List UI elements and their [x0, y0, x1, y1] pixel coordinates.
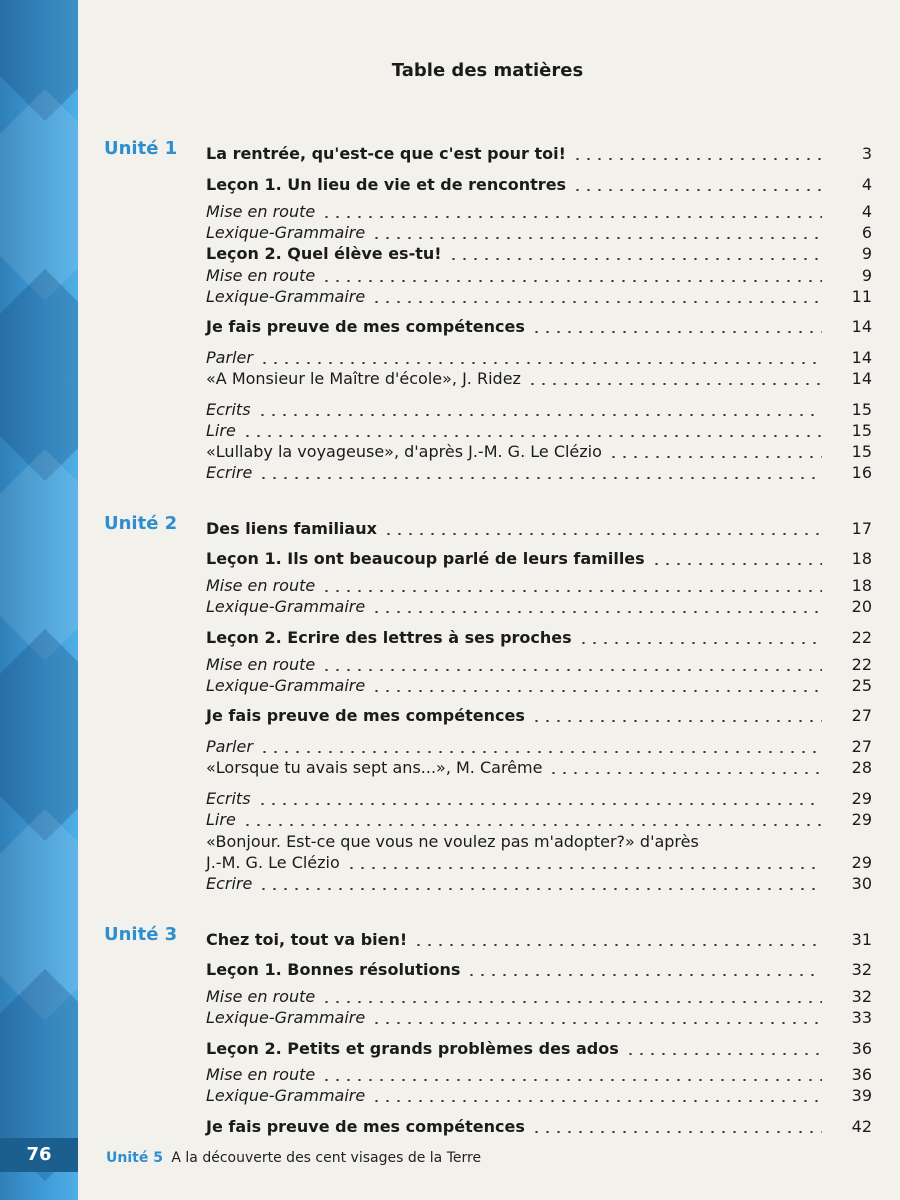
toc-entry-page: 22 [851, 628, 872, 647]
toc-entry [206, 653, 872, 675]
toc-entry-title: Lexique-Grammaire [206, 676, 366, 695]
toc-entry-page: 31 [851, 930, 872, 949]
footer [106, 1150, 481, 1166]
toc-entry [206, 315, 872, 337]
dot-leader [259, 362, 822, 364]
dot-leader [531, 331, 822, 333]
toc-entry-page: 15 [851, 400, 872, 419]
toc-entry-title: Je fais preuve de mes compétences [206, 1117, 525, 1136]
toc-entry-page: 30 [851, 874, 872, 893]
toc-entry [206, 985, 872, 1007]
dot-leader [257, 803, 822, 805]
toc-entry-title: Leçon 1. Ils ont beaucoup parlé de leurs familles [206, 549, 645, 568]
toc-entry-title: Mise en route [206, 1065, 316, 1084]
toc-entry [206, 142, 872, 164]
toc-entry [206, 547, 872, 569]
toc-entry [206, 872, 872, 894]
dot-leader [651, 563, 822, 565]
toc-entry-page: 14 [851, 317, 872, 336]
dot-leader [383, 533, 822, 535]
toc-entry-page: 15 [851, 442, 872, 461]
toc-entry [206, 242, 872, 264]
dot-leader [321, 669, 822, 671]
toc-entry [206, 787, 872, 809]
toc-entry [206, 756, 872, 778]
toc-entry-title: Leçon 1. Un lieu de vie et de rencontres [206, 175, 567, 194]
toc-entry-page: 4 [861, 175, 872, 194]
toc-entry [206, 461, 872, 483]
dot-leader [321, 216, 822, 218]
toc-entry-page: 15 [851, 421, 872, 440]
toc-entry-title: Ecrire [206, 874, 253, 893]
toc-entry-page: 9 [861, 266, 872, 285]
toc-entry [206, 574, 872, 596]
toc-entry [206, 200, 872, 222]
dot-leader [527, 383, 822, 385]
toc-entry-title: Chez toi, tout va bien! [206, 930, 408, 949]
toc-entry [206, 1115, 872, 1137]
toc-entry-page: 14 [851, 348, 872, 367]
toc-entry-title: Lexique-Grammaire [206, 223, 366, 242]
toc-entry-page: 6 [861, 223, 872, 242]
toc-entry-page: 3 [861, 144, 872, 163]
toc-entry-title: «Lullaby la voyageuse», d'après J.-M. G. Le Clézio [206, 442, 602, 461]
toc-entry-page: 18 [851, 576, 872, 595]
toc-entry-page: 17 [851, 519, 872, 538]
toc-entry-page: 4 [861, 202, 872, 221]
toc-entry-page: 25 [851, 676, 872, 695]
dot-leader [321, 280, 822, 282]
dot-leader [531, 1131, 822, 1133]
toc-entry-title: Ecrire [206, 463, 253, 482]
toc-entry [206, 958, 872, 980]
toc-entry [206, 1063, 872, 1085]
toc-entry [206, 851, 872, 873]
toc-entry-title: Je fais preuve de mes compétences [206, 706, 525, 725]
toc-entry [206, 626, 872, 648]
toc-entry [206, 398, 872, 420]
toc-entry [206, 285, 872, 307]
toc-entry-page: 36 [851, 1039, 872, 1058]
toc-entry-title: Parler [206, 737, 253, 756]
dot-leader [346, 867, 822, 869]
unit-label: Unité 2 [104, 513, 178, 534]
dot-leader [258, 888, 822, 890]
page-title: Table des matières [391, 60, 584, 81]
page-number: 76 [0, 1138, 78, 1172]
toc-entry-title: Ecrits [206, 789, 251, 808]
dot-leader [242, 435, 822, 437]
toc-entry-title: Mise en route [206, 655, 316, 674]
toc-entry-page: 27 [851, 737, 872, 756]
toc-entry [206, 1037, 872, 1059]
toc-entry [206, 173, 872, 195]
toc-entry [206, 595, 872, 617]
toc-entry-title: Parler [206, 348, 253, 367]
toc-entry-title: «Bonjour. Est-ce que vous ne voulez pas m'adopter?» d'après [206, 832, 699, 851]
toc-entry-page: 33 [851, 1008, 872, 1027]
toc-entry-page: 36 [851, 1065, 872, 1084]
toc-entry-title: Lexique-Grammaire [206, 1086, 366, 1105]
toc-entry-page: 11 [851, 287, 872, 306]
dot-leader [572, 158, 822, 160]
toc-entry-title: «Lorsque tu avais sept ans...», M. Carême [206, 758, 543, 777]
toc-entry-title: Lexique-Grammaire [206, 1008, 366, 1027]
toc-entry-title: Mise en route [206, 987, 316, 1006]
toc-entry-page: 22 [851, 655, 872, 674]
toc-entry-page: 9 [861, 244, 872, 263]
toc-entry-page: 32 [851, 960, 872, 979]
toc-entry [206, 221, 872, 243]
toc-entry-title: Lexique-Grammaire [206, 597, 366, 616]
toc-entry-title: Ecrits [206, 400, 251, 419]
toc-entry-title: Des liens familiaux [206, 519, 377, 538]
toc-entry [206, 346, 872, 368]
dot-leader [608, 456, 822, 458]
toc-entry-page: 29 [851, 789, 872, 808]
dot-leader [371, 611, 822, 613]
dot-leader [625, 1053, 822, 1055]
dot-leader [321, 590, 822, 592]
toc-entry [206, 367, 872, 389]
toc-entry [206, 264, 872, 286]
toc-entry-title: Lire [206, 421, 236, 440]
side-stripe [0, 0, 78, 1200]
dot-leader [371, 237, 822, 239]
dot-leader [531, 720, 822, 722]
dot-leader [258, 477, 822, 479]
dot-leader [259, 751, 822, 753]
toc-entry-page: 39 [851, 1086, 872, 1105]
dot-leader [413, 944, 822, 946]
toc-entry-page: 16 [851, 463, 872, 482]
toc-entry-page: 18 [851, 549, 872, 568]
dot-leader [371, 1022, 822, 1024]
toc-entry [206, 735, 872, 757]
toc-entry-title: Mise en route [206, 266, 316, 285]
dot-leader [257, 414, 822, 416]
toc-entry-title: Mise en route [206, 576, 316, 595]
toc-entry-title: J.-M. G. Le Clézio [206, 853, 340, 872]
dot-leader [466, 974, 822, 976]
toc-entry-title: Je fais preuve de mes compétences [206, 317, 525, 336]
toc-entry-title: La rentrée, qu'est-ce que c'est pour toi! [206, 144, 566, 163]
toc-entry-page: 32 [851, 987, 872, 1006]
toc-entry [206, 928, 872, 950]
toc-entry-title: Lire [206, 810, 236, 829]
dot-leader [548, 772, 822, 774]
toc-entry [206, 1006, 872, 1028]
dot-leader [371, 1100, 822, 1102]
toc-entry-title: Leçon 1. Bonnes résolutions [206, 960, 461, 979]
toc-entry-page: 42 [851, 1117, 872, 1136]
dot-leader [578, 642, 822, 644]
dot-leader [371, 301, 822, 303]
dot-leader [572, 189, 822, 191]
toc-entry-title: Lexique-Grammaire [206, 287, 366, 306]
toc-entry [206, 440, 872, 462]
footer-title: A la découverte des cent visages de la Terre [171, 1150, 482, 1166]
dot-leader [448, 258, 822, 260]
toc-entry-page: 28 [851, 758, 872, 777]
unit-label: Unité 3 [104, 924, 178, 945]
toc-entry-page: 20 [851, 597, 872, 616]
toc-entry [206, 808, 872, 830]
dot-leader [321, 1079, 822, 1081]
toc-entry-title: Leçon 2. Quel élève es-tu! [206, 244, 442, 263]
footer-unit-label: Unité 5 [106, 1150, 163, 1166]
toc-entry-page: 29 [851, 853, 872, 872]
toc-entry-page: 27 [851, 706, 872, 725]
toc-entry [206, 674, 872, 696]
toc-entry-title: Leçon 2. Ecrire des lettres à ses proches [206, 628, 572, 647]
toc-entry-title: «A Monsieur le Maître d'école», J. Ridez [206, 369, 521, 388]
unit-label: Unité 1 [104, 138, 178, 159]
toc-entry [206, 830, 872, 852]
dot-leader [321, 1001, 822, 1003]
toc-entry-page: 14 [851, 369, 872, 388]
toc-entry [206, 419, 872, 441]
dot-leader [371, 690, 822, 692]
toc-entry [206, 1084, 872, 1106]
toc-entry-page: 29 [851, 810, 872, 829]
toc-entry-title: Mise en route [206, 202, 316, 221]
toc-entry [206, 704, 872, 726]
toc-entry [206, 517, 872, 539]
dot-leader [242, 824, 822, 826]
toc-entry-title: Leçon 2. Petits et grands problèmes des ados [206, 1039, 619, 1058]
